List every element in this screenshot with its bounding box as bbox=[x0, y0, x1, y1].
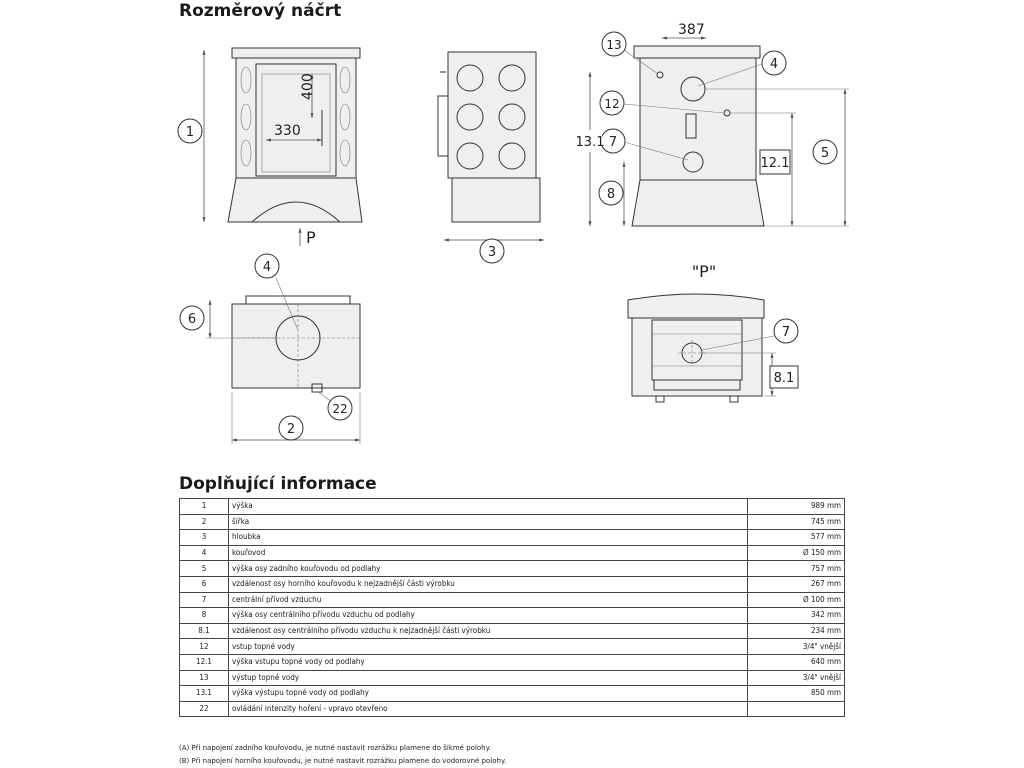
table-cell-desc: výška osy zadního kouřovodu od podlahy bbox=[229, 561, 748, 577]
table-row bbox=[180, 701, 845, 717]
table-cell-desc: výška bbox=[229, 499, 748, 515]
table-cell-val: 234 mm bbox=[748, 623, 845, 639]
callout-4-rear: 4 bbox=[769, 57, 779, 72]
table-cell-desc: výška osy centrálního přívodu vzduchu od podlahy bbox=[229, 608, 748, 624]
table-cell-num: 1 bbox=[180, 499, 229, 515]
callout-6: 6 bbox=[187, 312, 197, 327]
table-cell-num: 13 bbox=[180, 670, 229, 686]
table-cell-desc: výška výstupu topné vody od podlahy bbox=[229, 686, 748, 702]
table-cell-num: 22 bbox=[180, 701, 229, 717]
table-row bbox=[180, 499, 845, 515]
side-view bbox=[438, 52, 544, 263]
top-offset-label: 387 bbox=[678, 22, 705, 38]
table-cell-val: Ø 150 mm bbox=[748, 545, 845, 561]
callout-7-p: 7 bbox=[781, 325, 791, 340]
rear-view bbox=[576, 22, 849, 226]
table-cell-desc: vzdálenost osy centrálního přívodu vzduchu k nejzadnější části výrobku bbox=[229, 623, 748, 639]
table-cell-num: 3 bbox=[180, 530, 229, 546]
table-cell-val: 267 mm bbox=[748, 576, 845, 592]
table-cell-val: 745 mm bbox=[748, 514, 845, 530]
info-table bbox=[179, 498, 845, 717]
callout-22: 22 bbox=[332, 402, 348, 416]
callout-12-1: 12.1 bbox=[760, 156, 790, 171]
table-cell-desc: výška vstupu topné vody od podlahy bbox=[229, 654, 748, 670]
callout-13: 13 bbox=[606, 38, 622, 52]
table-cell-val: 3/4" vnější bbox=[748, 670, 845, 686]
section-title-sketch: Rozměrový náčrt bbox=[179, 1, 342, 21]
table-cell-val: 640 mm bbox=[748, 654, 845, 670]
note-a: (A) Při napojení zadního kouřovodu, je nutné nastavit rozrážku plamene do šikmé polohy. bbox=[179, 744, 491, 752]
callout-13-1: 13.1 bbox=[575, 135, 605, 150]
table-row bbox=[180, 654, 845, 670]
table-cell-desc: kouřovod bbox=[229, 545, 748, 561]
table-row bbox=[180, 561, 845, 577]
notes bbox=[179, 742, 506, 767]
view-title-p: "P" bbox=[691, 262, 717, 281]
table-cell-num: 13.1 bbox=[180, 686, 229, 702]
table-cell-val bbox=[748, 701, 845, 717]
table-cell-val: 577 mm bbox=[748, 530, 845, 546]
table-cell-num: 7 bbox=[180, 592, 229, 608]
table-cell-val: 850 mm bbox=[748, 686, 845, 702]
table-cell-num: 12.1 bbox=[180, 654, 229, 670]
table-cell-desc: vzdálenost osy horního kouřovodu k nejzadnější části výrobku bbox=[229, 576, 748, 592]
front-view bbox=[178, 48, 362, 247]
table-cell-desc: vstup topné vody bbox=[229, 639, 748, 655]
table-cell-val: 989 mm bbox=[748, 499, 845, 515]
p-view bbox=[628, 262, 798, 402]
table-row bbox=[180, 530, 845, 546]
table-cell-num: 4 bbox=[180, 545, 229, 561]
callout-8: 8 bbox=[606, 187, 616, 202]
table-cell-desc: výstup topné vody bbox=[229, 670, 748, 686]
top-view bbox=[180, 254, 360, 444]
table-row bbox=[180, 576, 845, 592]
table-cell-num: 8 bbox=[180, 608, 229, 624]
table-row bbox=[180, 608, 845, 624]
table-row bbox=[180, 514, 845, 530]
table-cell-val: 3/4" vnější bbox=[748, 639, 845, 655]
table-cell-val: 757 mm bbox=[748, 561, 845, 577]
callout-1: 1 bbox=[185, 125, 195, 140]
table-cell-desc: centrální přívod vzduchu bbox=[229, 592, 748, 608]
table-row bbox=[180, 670, 845, 686]
table-cell-desc: hloubka bbox=[229, 530, 748, 546]
door-height-label: 400 bbox=[300, 73, 316, 100]
callout-3: 3 bbox=[487, 245, 497, 260]
table-row bbox=[180, 623, 845, 639]
table-cell-desc: šířka bbox=[229, 514, 748, 530]
table-row bbox=[180, 639, 845, 655]
view-marker-p: P bbox=[306, 228, 316, 247]
table-cell-num: 12 bbox=[180, 639, 229, 655]
table-row bbox=[180, 545, 845, 561]
callout-2: 2 bbox=[286, 422, 296, 437]
section-title-info: Doplňující informace bbox=[179, 474, 377, 494]
table-cell-num: 6 bbox=[180, 576, 229, 592]
callout-4-top: 4 bbox=[262, 260, 272, 275]
callout-8-1: 8.1 bbox=[773, 371, 795, 386]
table-row bbox=[180, 686, 845, 702]
callout-7-rear: 7 bbox=[608, 135, 618, 150]
table-cell-desc: ovládání intenzity hoření - vpravo otevřeno bbox=[229, 701, 748, 717]
table-row bbox=[180, 592, 845, 608]
table-cell-num: 8.1 bbox=[180, 623, 229, 639]
callout-5: 5 bbox=[820, 146, 830, 161]
table-cell-num: 5 bbox=[180, 561, 229, 577]
callout-12: 12 bbox=[604, 97, 620, 111]
table-cell-val: Ø 100 mm bbox=[748, 592, 845, 608]
note-b: (B) Při napojení horního kouřovodu, je nutné nastavit rozrážku plamene do vodorovné polohy. bbox=[179, 756, 507, 765]
table-cell-num: 2 bbox=[180, 514, 229, 530]
door-width-label: 330 bbox=[274, 123, 301, 139]
table-cell-val: 342 mm bbox=[748, 608, 845, 624]
